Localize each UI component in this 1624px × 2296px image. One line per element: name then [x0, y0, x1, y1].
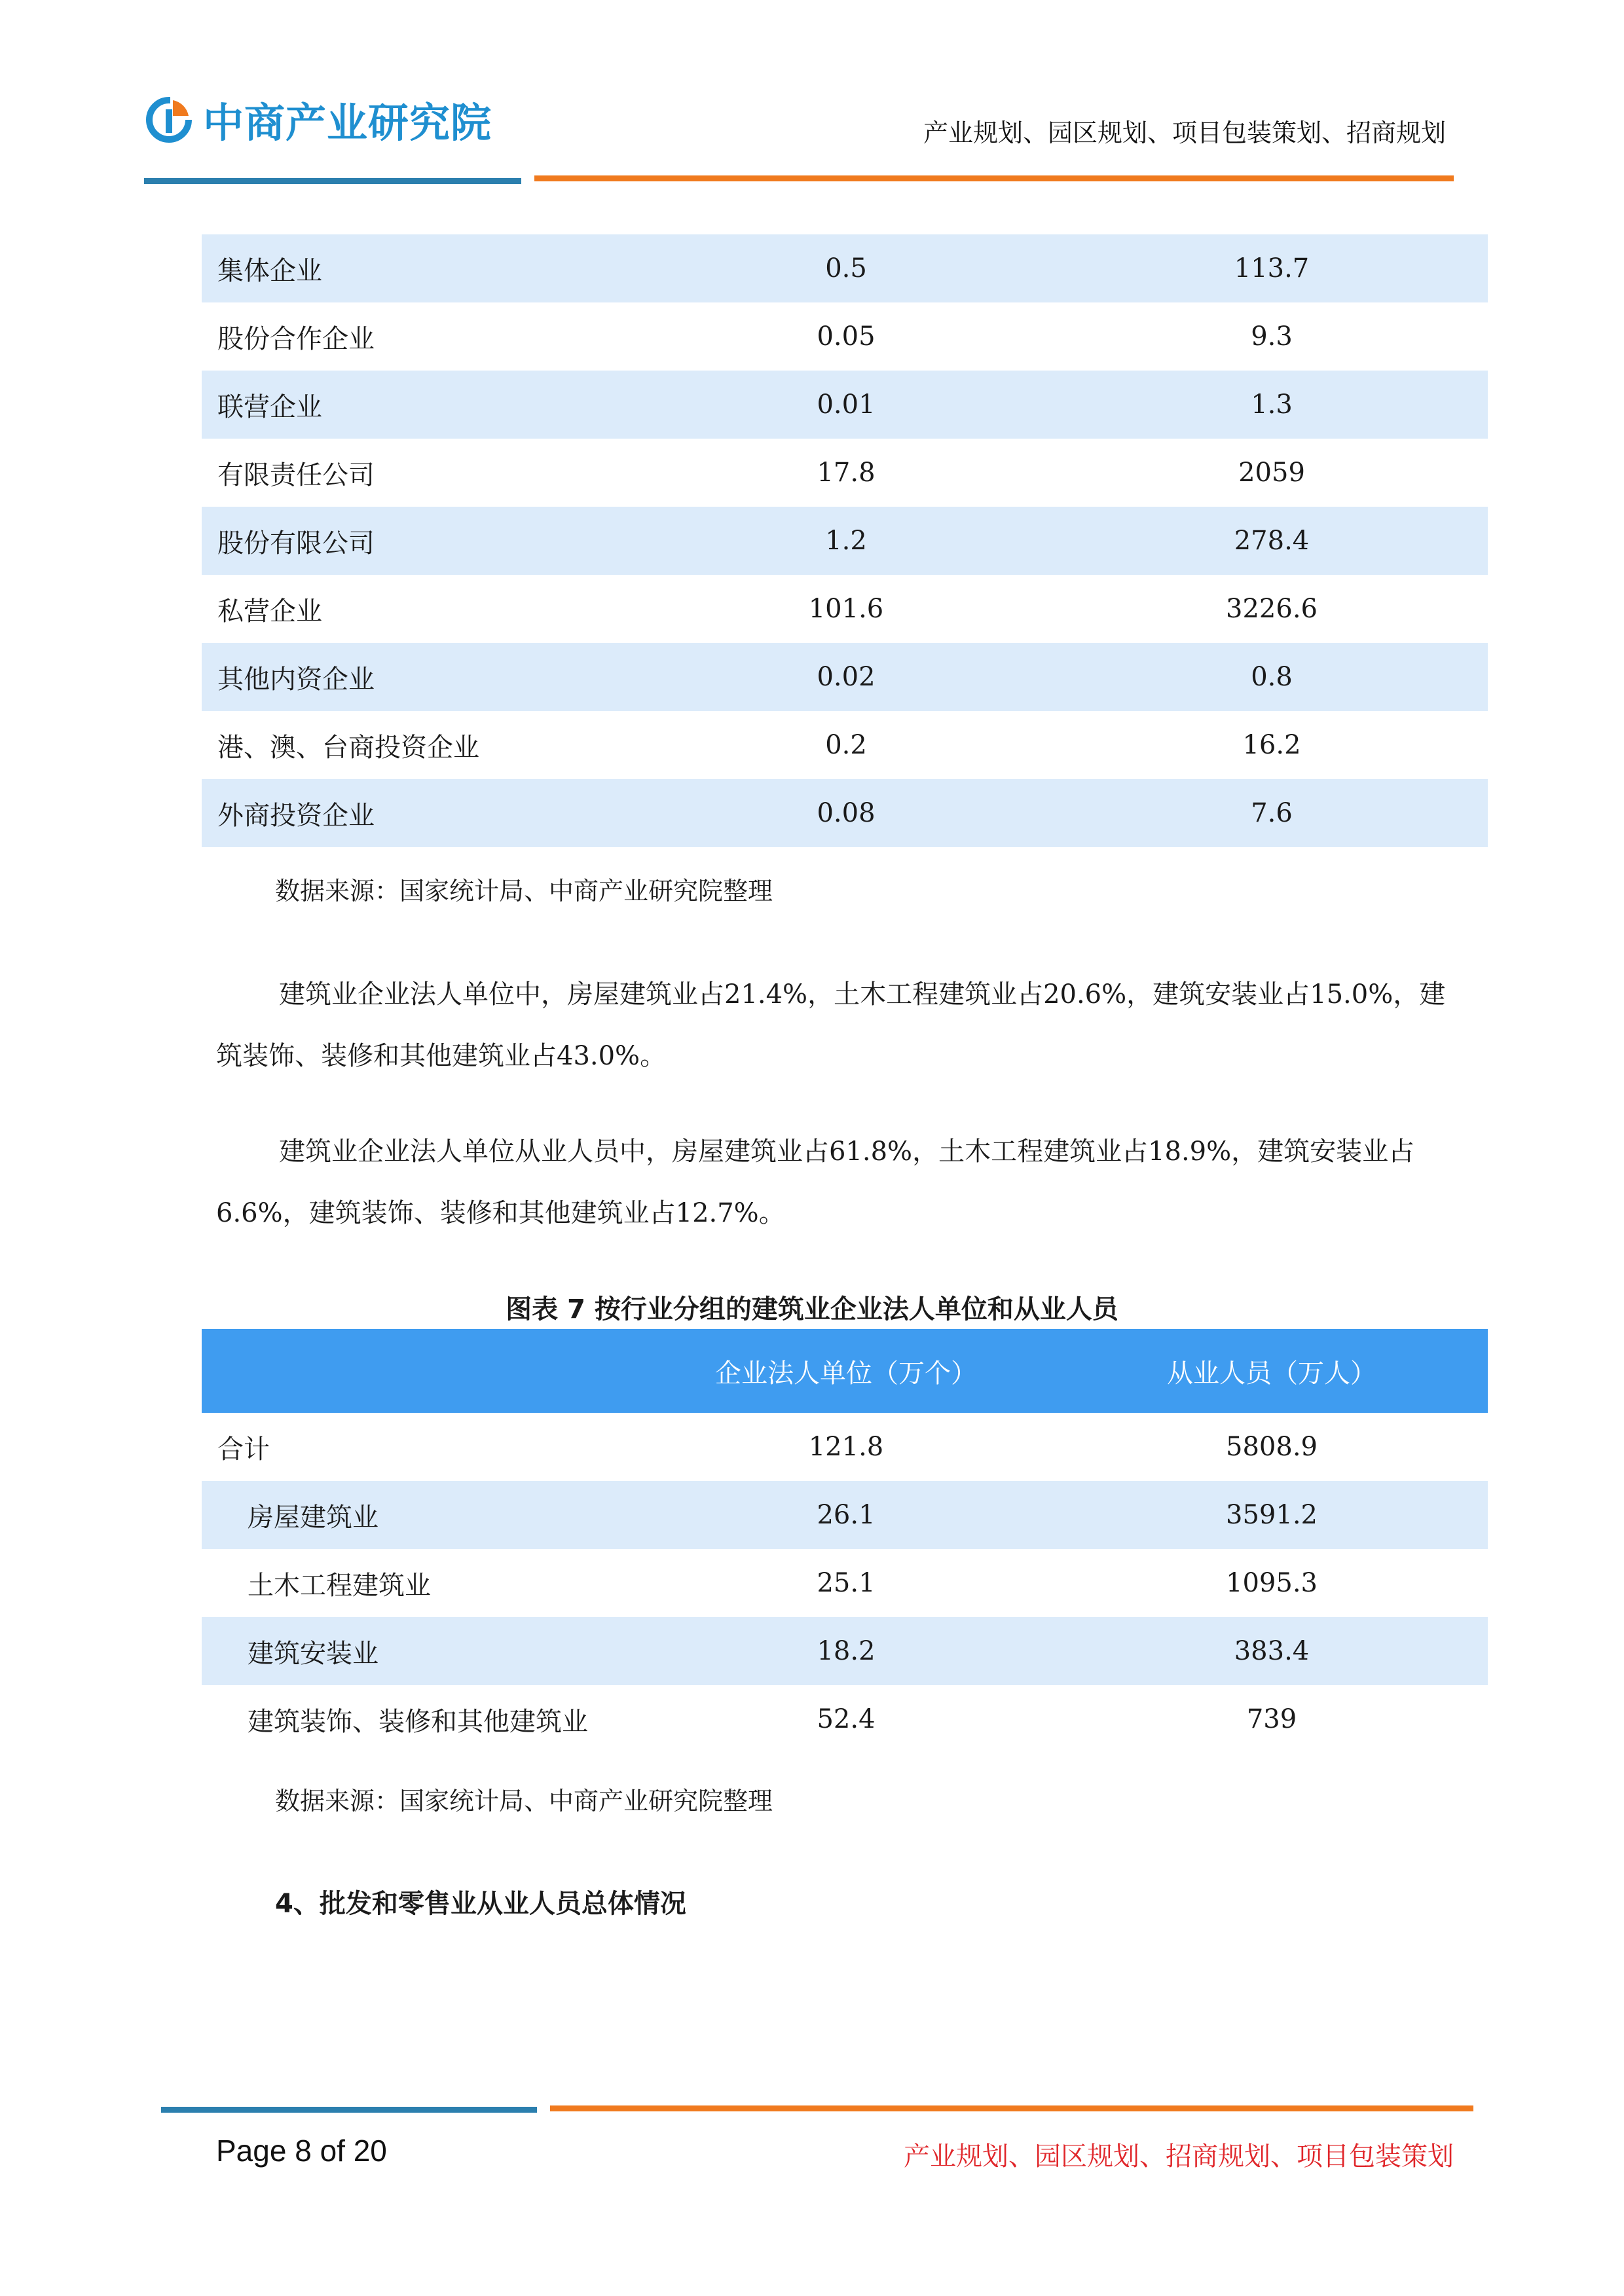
table-row: [202, 1685, 1488, 1753]
row-label: 股份合作企业: [217, 323, 375, 354]
units-value: 101.6: [808, 594, 884, 624]
page-number: Page 8 of 20: [216, 2134, 387, 2168]
row-label: 集体企业: [202, 234, 637, 302]
units-value: 26.1: [637, 1481, 1056, 1549]
table-row: [202, 1413, 1488, 1481]
logo-mark-icon: [144, 95, 194, 145]
units-value: 25.1: [817, 1568, 876, 1598]
paragraph-employees-share: 建筑业企业法人单位从业人员中，房屋建筑业占61.8%，土木工程建筑业占18.9%，建筑安装业占6.6%，建筑装饰、装修和其他建筑业占12.7%。: [216, 1137, 1415, 1228]
units-value: 0.01: [637, 371, 1056, 439]
employees-value: 113.7: [1056, 234, 1488, 302]
row-label: 港、澳、台商投资企业: [217, 732, 479, 763]
row-label: 房屋建筑业: [202, 1481, 637, 1549]
table-row: [202, 575, 1488, 643]
units-value: 17.8: [817, 458, 876, 488]
paragraph-units-share: 建筑业企业法人单位中，房屋建筑业占21.4%，土木工程建筑业占20.6%，建筑安装业占15.0%，建筑装饰、装修和其他建筑业占43.0%。: [216, 979, 1446, 1071]
table-row: [202, 439, 1488, 507]
employees-value: 7.6: [1056, 779, 1488, 847]
employees-value: 3591.2: [1056, 1481, 1488, 1549]
ownership-table: [202, 234, 1488, 847]
table-row: [202, 302, 1488, 371]
row-label: 外商投资企业: [202, 779, 637, 847]
row-label: 私营企业: [217, 596, 322, 627]
units-value: 0.5: [637, 234, 1056, 302]
units-value: 0.02: [637, 643, 1056, 711]
employees-value: 2059: [1238, 458, 1305, 488]
footer-divider-orange: [550, 2105, 1473, 2111]
header-cell-units: 企业法人单位（万个）: [637, 1329, 1056, 1413]
row-label: 建筑安装业: [202, 1617, 637, 1685]
header-divider-blue: [144, 178, 521, 184]
header-cell-empty: [202, 1329, 637, 1413]
employees-value: 739: [1246, 1704, 1297, 1734]
row-label: 其他内资企业: [202, 643, 637, 711]
employees-value: 1095.3: [1226, 1568, 1318, 1598]
header-divider-orange: [534, 175, 1454, 181]
units-value: 121.8: [808, 1432, 884, 1462]
header-slogan: 产业规划、园区规划、项目包装策划、招商规划: [923, 118, 1446, 147]
employees-value: 16.2: [1242, 730, 1301, 760]
table2-source: 数据来源：国家统计局、中商产业研究院整理: [275, 1787, 773, 1815]
row-label: 有限责任公司: [217, 460, 375, 490]
table1-source: 数据来源：国家统计局、中商产业研究院整理: [275, 877, 773, 905]
employees-value: 9.3: [1251, 321, 1293, 352]
row-label: 合计: [217, 1434, 270, 1465]
employees-value: 1.3: [1056, 371, 1488, 439]
table-row: [202, 1549, 1488, 1617]
table-row: [202, 234, 1488, 302]
table-row: [202, 371, 1488, 439]
row-label: 联营企业: [202, 371, 637, 439]
footer-divider-blue: [161, 2107, 537, 2113]
employees-value: 5808.9: [1226, 1432, 1318, 1462]
units-value: 0.05: [817, 321, 876, 352]
row-label: 土木工程建筑业: [248, 1570, 431, 1601]
units-value: 0.2: [825, 730, 867, 760]
footer-slogan: 产业规划、园区规划、招商规划、项目包装策划: [904, 2141, 1454, 2172]
employees-value: 278.4: [1056, 507, 1488, 575]
company-logo: [144, 90, 492, 149]
table-row: [202, 711, 1488, 779]
table-row: [202, 643, 1488, 711]
section-heading: 4、批发和零售业从业人员总体情况: [275, 1889, 686, 1919]
employees-value: 3226.6: [1226, 594, 1318, 624]
industry-table: [202, 1329, 1488, 1753]
units-value: 0.08: [637, 779, 1056, 847]
row-label: 股份有限公司: [202, 507, 637, 575]
units-value: 52.4: [817, 1704, 876, 1734]
table2-caption: 图表 7 按行业分组的建筑业企业法人单位和从业人员: [506, 1294, 1118, 1324]
table-row: [202, 1617, 1488, 1685]
units-value: 18.2: [637, 1617, 1056, 1685]
table-row: [202, 1481, 1488, 1549]
units-value: 1.2: [637, 507, 1056, 575]
table-row: [202, 507, 1488, 575]
logo-text: 中商产业研究院: [203, 99, 492, 147]
table-header-row: [202, 1329, 1488, 1413]
row-label: 建筑装饰、装修和其他建筑业: [248, 1706, 588, 1737]
header-cell-employees: 从业人员（万人）: [1056, 1329, 1488, 1413]
employees-value: 0.8: [1056, 643, 1488, 711]
employees-value: 383.4: [1056, 1617, 1488, 1685]
table-row: [202, 779, 1488, 847]
